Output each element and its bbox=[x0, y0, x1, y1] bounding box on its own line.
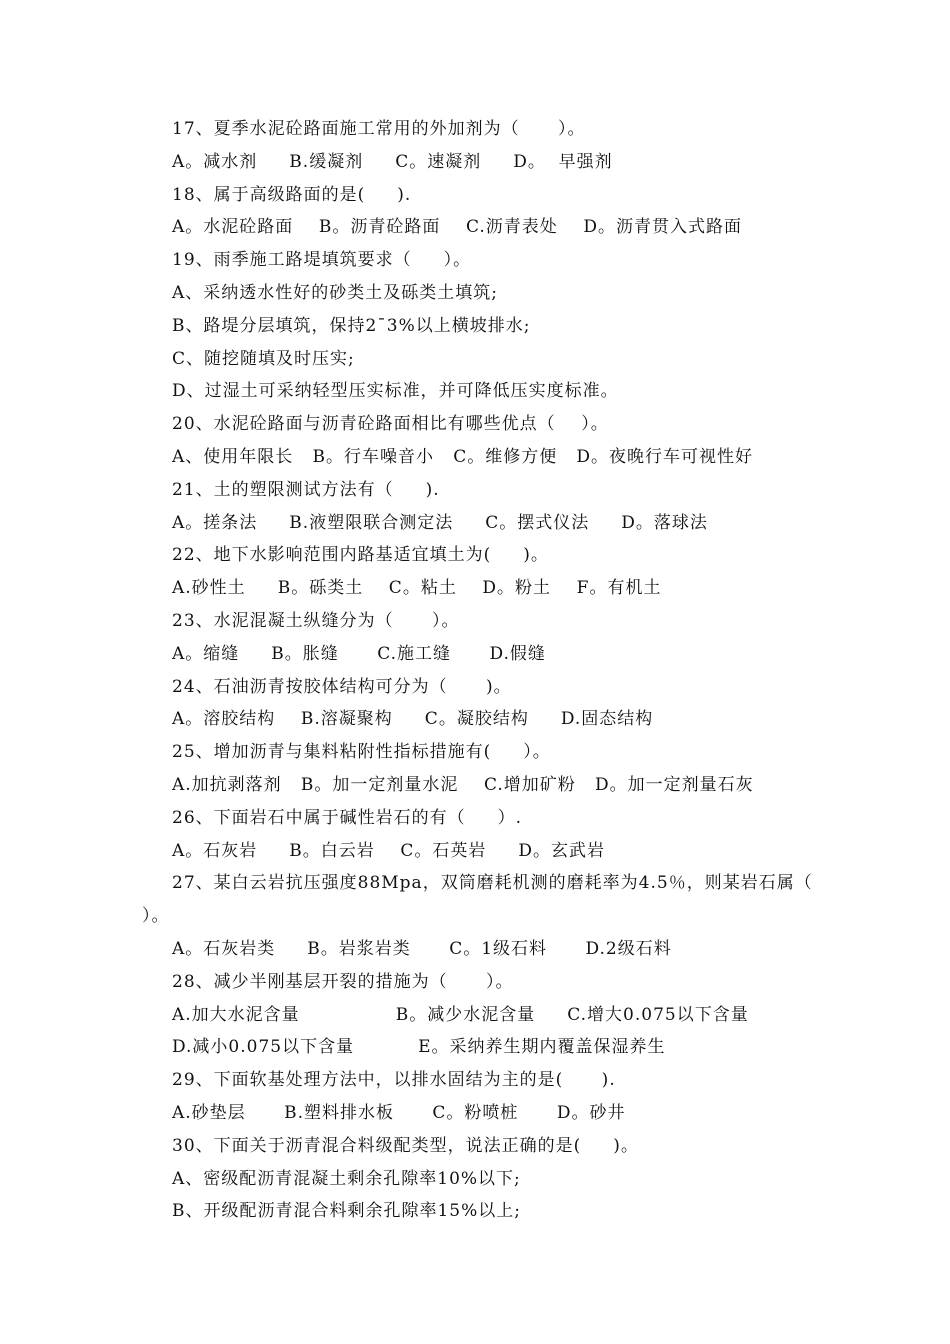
question-27-continued: ）。 bbox=[142, 906, 170, 927]
option-30-b: B、开级配沥青混合料剩余孔隙率15%以上; bbox=[172, 1201, 522, 1222]
options-20: A、使用年限长 B。行车噪音小 C。维修方便 D。夜晚行车可视性好 bbox=[172, 446, 754, 467]
options-28-line-2: D.减小0.075以下含量 E。采纳养生期内覆盖保湿养生 bbox=[172, 1037, 666, 1058]
question-22: 22、地下水影响范围内路基适宜填土为( )。 bbox=[172, 545, 549, 566]
question-19: 19、雨季施工路堤填筑要求（ ）。 bbox=[172, 250, 472, 271]
question-21: 21、土的塑限测试方法有（ ). bbox=[172, 479, 440, 500]
option-30-a: A、密级配沥青混凝土剩余孔隙率10%以下; bbox=[172, 1168, 521, 1189]
options-28-line-1: A.加大水泥含量 B。减少水泥含量 C.增大0.075以下含量 bbox=[172, 1004, 749, 1025]
document-page bbox=[0, 113, 950, 1228]
options-18: A。水泥砼路面 B。沥青砼路面 C.沥青表处 D。沥青贯入式路面 bbox=[172, 217, 743, 238]
question-23: 23、水泥混凝土纵缝分为（ ）。 bbox=[172, 610, 460, 631]
options-24: A。溶胶结构 B.溶凝聚构 C。凝胶结构 D.固态结构 bbox=[172, 709, 654, 730]
question-25: 25、增加沥青与集料粘附性指标措施有( ）。 bbox=[172, 742, 551, 763]
question-30: 30、下面关于沥青混合料级配类型，说法正确的是( )。 bbox=[172, 1135, 639, 1156]
question-26: 26、下面岩石中属于碱性岩石的有（ ）. bbox=[172, 807, 523, 828]
option-19-b: B、路堤分层填筑，保持2¯3%以上横坡排水; bbox=[172, 315, 531, 336]
option-19-a: A、采纳透水性好的砂类土及砾类土填筑; bbox=[172, 282, 499, 303]
options-29: A.砂垫层 B.塑料排水板 C。粉喷桩 D。砂井 bbox=[172, 1102, 626, 1123]
options-27: A。石灰岩类 B。岩浆岩类 C。1级石料 D.2级石料 bbox=[172, 938, 672, 959]
options-23: A。缩缝 B。胀缝 C.施工缝 D.假缝 bbox=[172, 643, 546, 664]
options-17: A。减水剂 B.缓凝剂 C。速凝剂 D。 早强剂 bbox=[172, 151, 613, 172]
option-19-d: D、过湿土可采纳轻型压实标准，并可降低压实度标准。 bbox=[172, 381, 619, 402]
question-24: 24、石油沥青按胶体结构可分为（ )。 bbox=[172, 676, 512, 697]
options-21: A。搓条法 B.液塑限联合测定法 C。摆式仪法 D。落球法 bbox=[172, 512, 708, 533]
options-25: A.加抗剥落剂 B。加一定剂量水泥 C.增加矿粉 D。加一定剂量石灰 bbox=[172, 774, 754, 795]
question-27: 27、某白云岩抗压强度88Mpa，双筒磨耗机测的磨耗率为4.5％，则某岩石属（ bbox=[172, 873, 813, 894]
question-29: 29、下面软基处理方法中，以排水固结为主的是( ). bbox=[172, 1070, 616, 1091]
options-26: A。石灰岩 B。白云岩 C。石英岩 D。玄武岩 bbox=[172, 840, 606, 861]
question-17: 17、夏季水泥砼路面施工常用的外加剂为（ ）。 bbox=[172, 119, 586, 139]
option-19-c: C、随挖随填及时压实; bbox=[172, 348, 355, 369]
options-22: A.砂性土 B。砾类土 C。粘土 D。粉土 F。有机土 bbox=[172, 578, 662, 599]
question-18: 18、属于高级路面的是( ). bbox=[172, 184, 412, 205]
question-28: 28、减少半刚基层开裂的措施为（ ）。 bbox=[172, 971, 514, 992]
question-20: 20、水泥砼路面与沥青砼路面相比有哪些优点（ ）。 bbox=[172, 414, 609, 435]
